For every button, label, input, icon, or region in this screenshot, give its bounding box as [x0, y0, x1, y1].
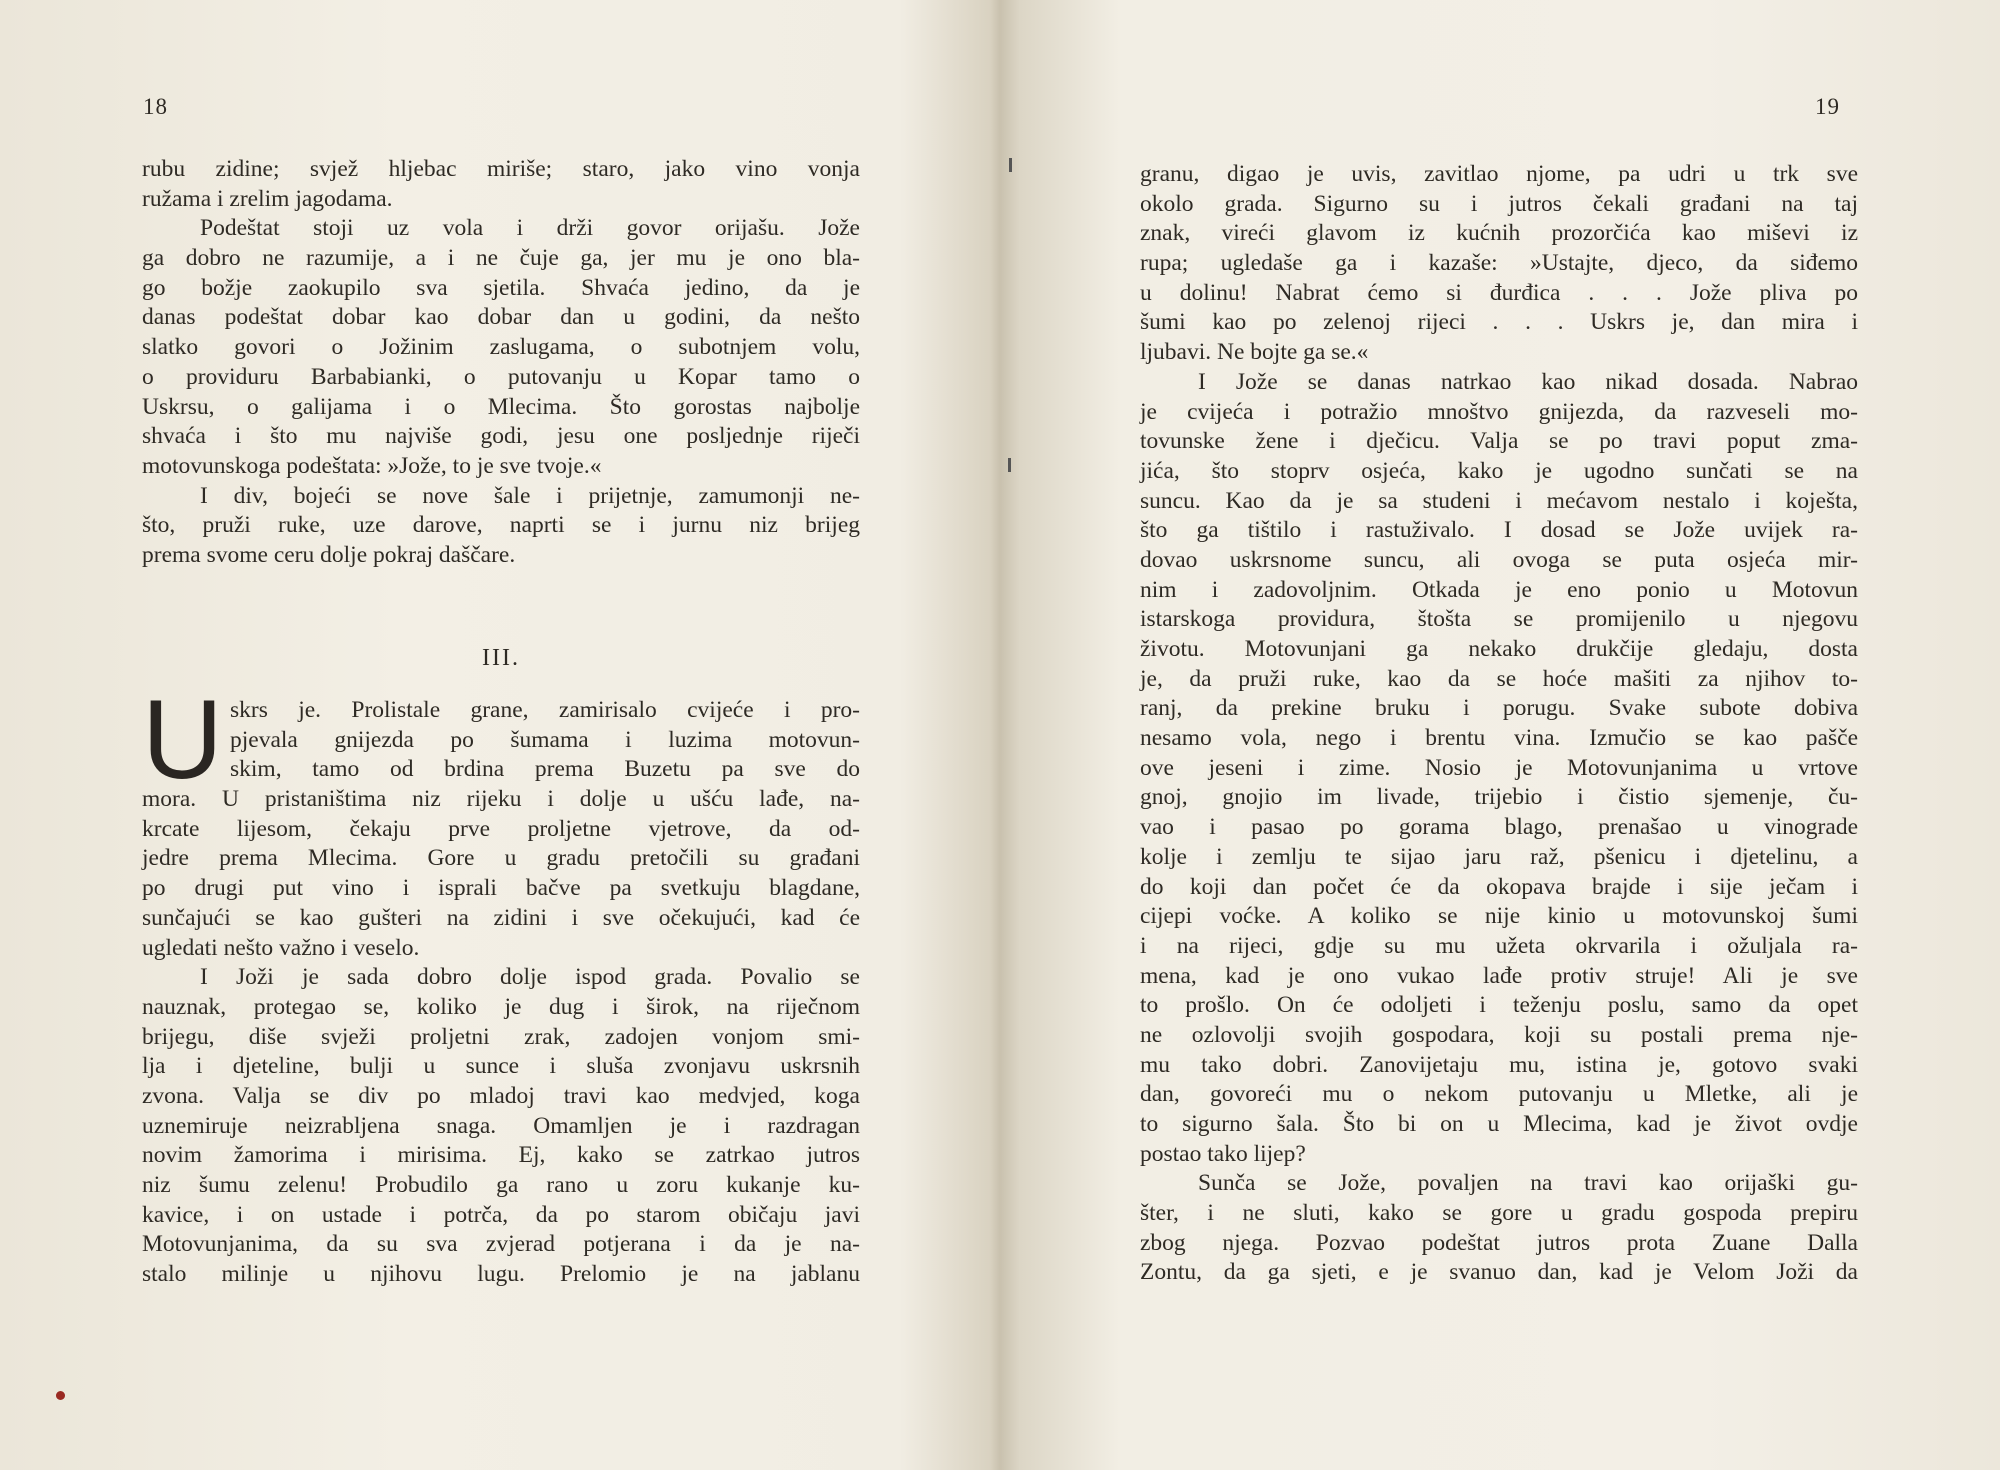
- text-line: I div, bojeći se nove šale i prijetnje, zamumonji ne-: [200, 482, 860, 509]
- text-line: gnoj, gnojio im livade, trijebio i čistio sjemenje, ču-: [1140, 784, 1858, 811]
- text-line: zvona. Valja se div po mladoj travi kao medvjed, koga: [142, 1082, 860, 1109]
- text-line: mora. U pristaništima niz rijeku i dolje u ušću lađe, na-: [142, 786, 860, 813]
- text-line: zbog njega. Pozvao podeštat jutros prota Zuane Dalla: [1140, 1229, 1858, 1256]
- text-line: lja i djeteline, bulji u sunce i sluša zvonjavu uskrsnih: [142, 1053, 860, 1080]
- text-line: životu. Motovunjani ga nekako drukčije gledaju, dosta: [1140, 636, 1858, 662]
- text-line: i na rijeci, gdje su mu užeta okrvarila i ožuljala ra-: [1140, 932, 1858, 959]
- text-line: to prošlo. On će odoljeti i teženju poslu, samo da opet: [1140, 992, 1858, 1019]
- text-line: nesamo vola, nego i brentu vina. Izmučio se kao pašče: [1140, 725, 1858, 752]
- text-line: niz šumu zelenu! Probudilo ga rano u zoru kukanje ku-: [142, 1172, 860, 1198]
- text-line: dan, govoreći mu o nekom putovanju u Mletke, ali je: [1140, 1081, 1858, 1108]
- right-page: [1000, 0, 2000, 1470]
- text-line: Podeštat stoji uz vola i drži govor orijašu. Jože: [200, 215, 860, 242]
- text-line: jedre prema Mlecima. Gore u gradu pretočili su građani: [142, 845, 860, 872]
- text-line: dovao uskrsnome suncu, ali ovoga se puta osjeća mir-: [1140, 546, 1858, 573]
- text-line: go božje zaokupilo sva sjetila. Shvaća jedino, da je: [142, 274, 860, 301]
- page-text: [142, 155, 860, 571]
- drop-cap-lines: [142, 696, 860, 785]
- text-line: suncu. Kao da je sa studeni i mećavom nestalo i koješta,: [1140, 487, 1858, 514]
- text-line: I Jože se danas natrkao kao nikad dosada. Nabrao: [1198, 368, 1858, 395]
- text-line: ove jeseni i zime. Nosio je Motovunjanima u vrtove: [1140, 754, 1858, 781]
- text-line: rupa; ugledaše ga i kazaše: »Ustajte, djeco, da siđemo: [1140, 250, 1858, 277]
- text-line: motovunskoga podeštata: »Jože, to je sve tvoje.«: [142, 452, 602, 479]
- text-line: šter, i ne sluti, kako se gore u gradu gospoda prepiru: [1140, 1200, 1858, 1227]
- text-line: novim žamorima i mirisima. Ej, kako se zatrkao jutros: [142, 1142, 860, 1169]
- text-line: sunčajući se kao gušteri na zidini i sve očekujući, kad će: [142, 904, 860, 931]
- text-line: što, pruži ruke, uze darove, naprti se i jurnu niz brijeg: [142, 512, 860, 539]
- text-line: kavice, i on ustade i potrča, da po starom običaju javi: [142, 1201, 860, 1228]
- text-line: ljubavi. Ne bojte ga se.«: [1140, 339, 1369, 366]
- text-line: krcate lijesom, čekaju prve proljetne vjetrove, da od-: [142, 815, 860, 842]
- text-line: ugledati nešto važno i veselo.: [142, 934, 420, 961]
- text-line: po drugi put vino i isprali bačve pa svetkuju blagdane,: [142, 875, 860, 902]
- text-line: okolo grada. Sigurno su i jutros čekali građani na taj: [1140, 190, 1858, 217]
- text-line: znak, vireći glavom iz kućnih prozorčića kao miševi iz: [1140, 220, 1858, 247]
- text-line: ne ozlovolji svojih gospodara, koji su postali prema nje-: [1140, 1021, 1858, 1048]
- text-line: rubu zidine; svjež hljebac miriše; staro, jako vino vonja: [142, 156, 860, 182]
- text-line: do koji dan počet će da okopava brajde i sije ječam i: [1140, 873, 1858, 900]
- text-line: pjevala gnijezda po šumama i luzima motovun-: [230, 726, 860, 753]
- text-line: tovunske žene i dječicu. Valja se po travi poput zma-: [1140, 428, 1858, 455]
- text-line: u dolinu! Nabrat ćemo si đurđica . . . Jože pliva po: [1140, 279, 1858, 306]
- text-line: to sigurno šala. Što bi on u Mlecima, kad je život ovdje: [1140, 1111, 1858, 1137]
- chapter-heading: III.: [482, 645, 520, 671]
- gutter-mark: [1008, 458, 1011, 472]
- text-line: što ga tištilo i rastuživalo. I dosad se Jože uvijek ra-: [1140, 517, 1858, 544]
- text-line: ga dobro ne razumije, a i ne čuje ga, jer mu je ono bla-: [142, 245, 860, 272]
- text-line: slatko govori o Jožinim zaslugama, o subotnjem volu,: [142, 334, 860, 361]
- text-line: Motovunjanima, da su sva zvjerad potjerana i da je na-: [142, 1231, 860, 1258]
- text-line: skim, tamo od brdina prema Buzetu pa sve do: [230, 756, 860, 783]
- page-number: 19: [1815, 94, 1840, 119]
- text-line: istarskoga providura, štošta se promijenilo u njegovu: [1140, 606, 1858, 633]
- page-number: 18: [143, 94, 168, 119]
- text-line: mena, kad je ono vukao lađe protiv struje! Ali je sve: [1140, 962, 1858, 989]
- text-line: Zontu, da ga sjeti, e je svanuo dan, kad je Velom Joži da: [1140, 1259, 1858, 1286]
- drop-cap: U: [142, 677, 223, 802]
- text-line: granu, digao je uvis, zavitlao njome, pa udri u trk sve: [1140, 161, 1858, 187]
- text-line: je, da pruži ruke, kao da se hoće mašiti za njihov to-: [1140, 665, 1858, 692]
- text-line: mu tako dobri. Zanovijetaju mu, istina je, gotovo svaki: [1140, 1051, 1858, 1078]
- text-line: šumi kao po zelenoj rijeci . . . Uskrs je, dan mira i: [1140, 309, 1858, 336]
- text-line: je cvijeća i potražio mnoštvo gnijezda, da razveseli mo-: [1140, 398, 1858, 425]
- text-line: skrs je. Prolistale grane, zamirisalo cvijeće i pro-: [230, 697, 860, 723]
- text-line: vao i pasao po gorama blago, prenašao u vinograde: [1140, 814, 1858, 841]
- text-line: ružama i zrelim jagodama.: [142, 185, 393, 212]
- page-text: [1140, 160, 1858, 1288]
- text-line: danas podeštat dobar kao dobar dan u godini, da nešto: [142, 304, 860, 331]
- text-line: ranj, da prekine bruku i porugu. Svake subote dobiva: [1140, 695, 1858, 722]
- text-line: stalo milinje u njihovu lugu. Prelomio je na jablanu: [142, 1261, 860, 1288]
- text-line: Uskrsu, o galijama i o Mlecima. Što gorostas najbolje: [142, 393, 860, 420]
- text-line: brijegu, diše svježi proljetni zrak, zadojen vonjom smi-: [142, 1023, 860, 1050]
- text-line: shvaća i što mu najviše godi, jesu one posljednje riječi: [142, 423, 860, 450]
- gutter-mark: [1009, 158, 1012, 172]
- text-line: jića, što stoprv osjeća, kako je ugodno sunčati se na: [1140, 457, 1858, 484]
- chapter-text: [142, 677, 860, 1290]
- ink-spot: [56, 1391, 65, 1400]
- text-line: o providuru Barbabianki, o putovanju u Kopar tamo o: [142, 363, 860, 390]
- text-line: prema svome ceru dolje pokraj daščare.: [142, 541, 516, 568]
- text-line: I Joži je sada dobro dolje ispod grada. Povalio se: [200, 964, 860, 991]
- text-line: kolje i zemlju te sijao jaru raž, pšenicu i djetelinu, a: [1140, 843, 1858, 870]
- chapter-body: [142, 785, 860, 1290]
- text-line: uznemiruje neizrabljena snaga. Omamljen je i razdragan: [142, 1112, 860, 1139]
- text-line: nauznak, protegao se, koliko je dug i širok, na riječnom: [142, 993, 860, 1020]
- text-line: nim i zadovoljnim. Otkada je eno ponio u Motovun: [1140, 576, 1858, 603]
- text-line: Sunča se Jože, povaljen na travi kao orijaški gu-: [1198, 1170, 1858, 1197]
- text-line: postao tako lijep?: [1140, 1140, 1306, 1167]
- text-line: cijepi voćke. A koliko se nije kinio u motovunskoj šumi: [1140, 903, 1858, 930]
